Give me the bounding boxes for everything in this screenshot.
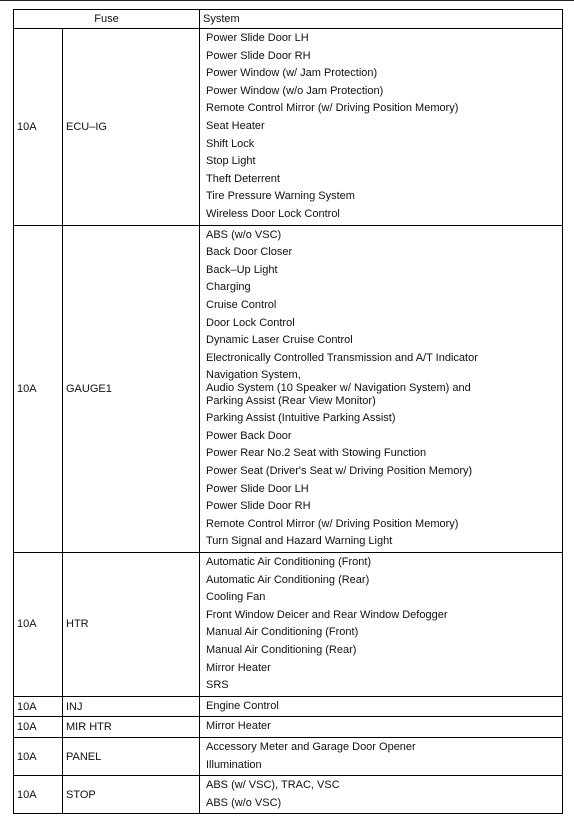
system-cell <box>200 29 563 226</box>
system-item <box>206 367 556 410</box>
system-item: Door Lock Control <box>206 316 295 329</box>
fuse-amperage: 10A <box>14 737 63 775</box>
system-item-line: Audio System (10 Speaker w/ Navigation System) and <box>206 382 471 395</box>
system-item: Dynamic Laser Cruise Control <box>206 334 353 347</box>
system-item: Engine Control <box>206 699 279 712</box>
system-item: Power Slide Door LH <box>206 482 309 495</box>
top-rule <box>0 0 574 1</box>
system-header: System <box>200 10 563 29</box>
table-row <box>14 553 563 697</box>
system-item: Back–Up Light <box>206 263 278 276</box>
table-row <box>14 717 563 738</box>
table-row <box>14 225 563 553</box>
system-item: Power Slide Door LH <box>206 32 309 44</box>
system-item: Power Seat (Driver's Seat w/ Driving Position Memory) <box>206 465 473 478</box>
system-list <box>203 29 559 225</box>
system-item: Back Door Closer <box>206 246 293 259</box>
system-item: ABS (w/o VSC) <box>206 228 282 241</box>
system-list <box>203 553 559 696</box>
table-row <box>14 696 563 717</box>
system-item: Automatic Air Conditioning (Front) <box>206 556 372 569</box>
system-item: Power Window (w/ Jam Protection) <box>206 67 378 80</box>
system-item: Front Window Deicer and Rear Window Defogger <box>206 608 448 621</box>
fuse-name: MIR HTR <box>63 717 200 738</box>
fuse-amperage: 10A <box>14 717 63 738</box>
system-item: Charging <box>206 281 251 294</box>
system-item: Parking Assist (Intuitive Parking Assist) <box>206 412 396 425</box>
table-row <box>14 737 563 775</box>
fuse-name: PANEL <box>63 737 200 775</box>
system-item: Cruise Control <box>206 298 277 311</box>
system-item: Electronically Controlled Transmission and A/T Indicator <box>206 351 478 364</box>
system-item: Power Rear No.2 Seat with Stowing Function <box>206 447 427 460</box>
system-item: Mirror Heater <box>206 661 271 674</box>
system-item: Remote Control Mirror (w/ Driving Position Memory) <box>206 517 459 530</box>
system-item: Illumination <box>206 758 262 771</box>
fuse-name: GAUGE1 <box>63 225 200 553</box>
system-list <box>203 776 559 813</box>
system-list <box>203 738 559 775</box>
system-item: ABS (w/o VSC) <box>206 796 282 809</box>
fuse-name: STOP <box>63 776 200 814</box>
system-item: SRS <box>206 679 229 692</box>
system-item-line: Parking Assist (Rear View Monitor) <box>206 395 376 408</box>
system-item: Cooling Fan <box>206 591 266 604</box>
fuse-name: ECU–IG <box>63 29 200 226</box>
system-item: Theft Deterrent <box>206 172 280 185</box>
system-item: Manual Air Conditioning (Front) <box>206 626 359 639</box>
table-row <box>14 776 563 814</box>
table-row <box>14 29 563 226</box>
fuse-amperage: 10A <box>14 553 63 697</box>
fuse-name: INJ <box>63 696 200 717</box>
system-list <box>203 717 559 737</box>
fuse-amperage: 10A <box>14 225 63 553</box>
system-item: Wireless Door Lock Control <box>206 207 340 220</box>
system-item: Manual Air Conditioning (Rear) <box>206 644 357 656</box>
system-cell <box>200 717 563 738</box>
system-item: Power Slide Door RH <box>206 500 311 513</box>
system-list <box>203 697 559 717</box>
fuse-amperage: 10A <box>14 776 63 814</box>
system-item: Tire Pressure Warning System <box>206 190 355 203</box>
fuse-table <box>13 9 563 814</box>
header-row <box>14 10 563 29</box>
system-item: Accessory Meter and Garage Door Opener <box>206 740 416 753</box>
fuse-table-body <box>14 29 563 814</box>
system-item: Seat Heater <box>206 119 265 132</box>
system-item: Power Slide Door RH <box>206 49 311 62</box>
system-cell <box>200 737 563 775</box>
system-item: Turn Signal and Hazard Warning Light <box>206 535 393 548</box>
system-list <box>203 226 559 553</box>
system-item-line: Navigation System, <box>206 369 301 382</box>
fuse-header: Fuse <box>14 10 200 29</box>
system-cell <box>200 553 563 697</box>
system-item: Power Back Door <box>206 429 292 442</box>
system-item: ABS (w/ VSC), TRAC, VSC <box>206 779 340 792</box>
system-item: Stop Light <box>206 155 256 168</box>
system-item: Mirror Heater <box>206 720 271 733</box>
system-cell <box>200 225 563 553</box>
fuse-amperage: 10A <box>14 696 63 717</box>
fuse-amperage: 10A <box>14 29 63 226</box>
fuse-name: HTR <box>63 553 200 697</box>
system-item: Power Window (w/o Jam Protection) <box>206 84 384 97</box>
system-cell <box>200 776 563 814</box>
system-item: Remote Control Mirror (w/ Driving Position Memory) <box>206 102 459 115</box>
system-item: Shift Lock <box>206 137 255 150</box>
system-item: Automatic Air Conditioning (Rear) <box>206 573 370 586</box>
system-cell <box>200 696 563 717</box>
